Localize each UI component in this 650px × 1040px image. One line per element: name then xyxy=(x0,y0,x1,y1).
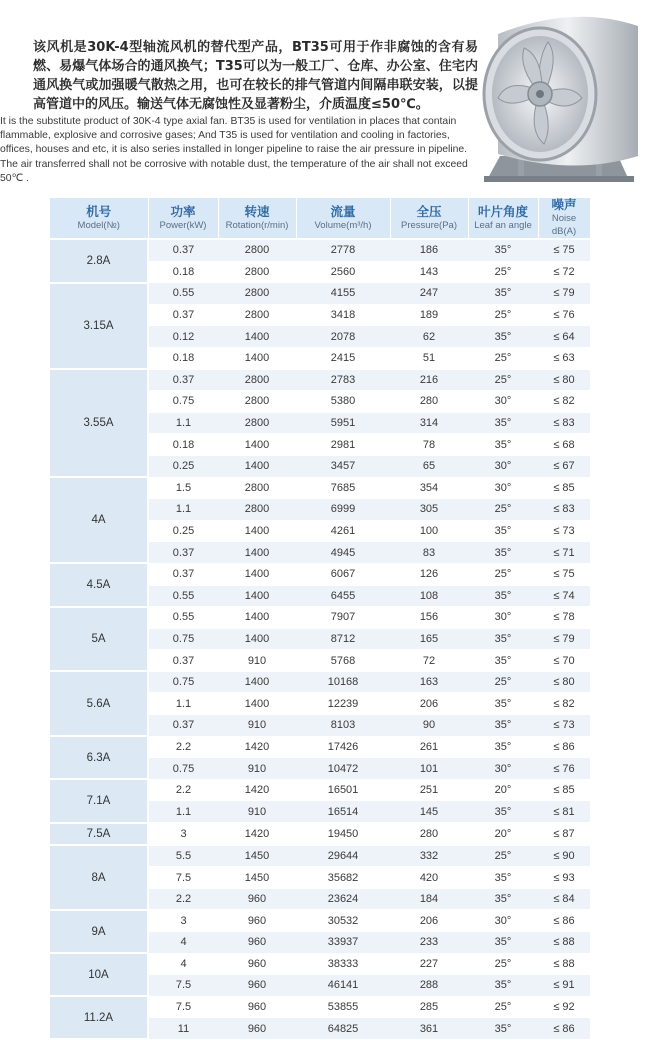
pressure-cell: 83 xyxy=(390,542,468,564)
model-cell: 3.15A xyxy=(50,283,148,369)
model-cell: 2.8A xyxy=(50,239,148,283)
rotation-cell: 1420 xyxy=(218,823,296,846)
pressure-cell: 285 xyxy=(390,996,468,1018)
rotation-cell: 1400 xyxy=(218,563,296,585)
noise-cell: ≤ 85 xyxy=(538,779,590,801)
leaf-angle-cell: 30° xyxy=(468,910,538,932)
power-cell: 0.75 xyxy=(148,671,218,693)
noise-cell: ≤ 75 xyxy=(538,239,590,261)
rotation-cell: 1400 xyxy=(218,542,296,564)
model-cell: 7.1A xyxy=(50,779,148,822)
pressure-cell: 251 xyxy=(390,779,468,801)
leaf-angle-cell: 25° xyxy=(468,261,538,283)
volume-cell: 53855 xyxy=(296,996,390,1018)
rotation-cell: 2800 xyxy=(218,499,296,521)
model-cell: 5.6A xyxy=(50,671,148,736)
pressure-cell: 247 xyxy=(390,283,468,305)
rotation-cell: 910 xyxy=(218,650,296,672)
noise-cell: ≤ 80 xyxy=(538,369,590,391)
column-header xyxy=(538,198,590,239)
rotation-cell: 960 xyxy=(218,888,296,910)
table-row xyxy=(50,477,590,499)
pressure-cell: 420 xyxy=(390,867,468,889)
pressure-cell: 354 xyxy=(390,477,468,499)
column-header-zh: 噪声 xyxy=(551,197,577,212)
table-body xyxy=(50,239,590,1039)
leaf-angle-cell: 25° xyxy=(468,499,538,521)
pressure-cell: 280 xyxy=(390,823,468,846)
model-cell: 6.3A xyxy=(50,736,148,779)
pressure-cell: 143 xyxy=(390,261,468,283)
noise-cell: ≤ 76 xyxy=(538,758,590,780)
volume-cell: 10168 xyxy=(296,671,390,693)
power-cell: 0.37 xyxy=(148,369,218,391)
rotation-cell: 1450 xyxy=(218,845,296,867)
power-cell: 11 xyxy=(148,1018,218,1040)
volume-cell: 5951 xyxy=(296,412,390,434)
power-cell: 4 xyxy=(148,932,218,954)
leaf-angle-cell: 25° xyxy=(468,563,538,585)
model-cell: 7.5A xyxy=(50,823,148,846)
power-cell: 0.18 xyxy=(148,347,218,369)
rotation-cell: 1400 xyxy=(218,455,296,477)
pressure-cell: 206 xyxy=(390,693,468,715)
rotation-cell: 2800 xyxy=(218,239,296,261)
volume-cell: 5380 xyxy=(296,391,390,413)
leaf-angle-cell: 25° xyxy=(468,996,538,1018)
column-header-en: Pressure(Pa) xyxy=(401,219,457,231)
rotation-cell: 2800 xyxy=(218,261,296,283)
leaf-angle-cell: 25° xyxy=(468,953,538,975)
rotation-cell: 960 xyxy=(218,996,296,1018)
volume-cell: 2560 xyxy=(296,261,390,283)
pressure-cell: 186 xyxy=(390,239,468,261)
pressure-cell: 206 xyxy=(390,910,468,932)
pressure-cell: 62 xyxy=(390,326,468,348)
power-cell: 7.5 xyxy=(148,867,218,889)
noise-cell: ≤ 73 xyxy=(538,520,590,542)
noise-cell: ≤ 74 xyxy=(538,585,590,607)
table-row xyxy=(50,823,590,846)
pressure-cell: 361 xyxy=(390,1018,468,1040)
rotation-cell: 1450 xyxy=(218,867,296,889)
pressure-cell: 165 xyxy=(390,628,468,650)
column-header-zh: 流量 xyxy=(330,203,356,219)
noise-cell: ≤ 87 xyxy=(538,823,590,846)
leaf-angle-cell: 30° xyxy=(468,607,538,629)
leaf-angle-cell: 35° xyxy=(468,542,538,564)
fan-spec-table xyxy=(50,198,591,1040)
rotation-cell: 1400 xyxy=(218,585,296,607)
pressure-cell: 233 xyxy=(390,932,468,954)
pressure-cell: 261 xyxy=(390,736,468,758)
column-header-en: Noise dB(A) xyxy=(551,213,577,237)
pressure-cell: 314 xyxy=(390,412,468,434)
leaf-angle-cell: 35° xyxy=(468,434,538,456)
volume-cell: 7685 xyxy=(296,477,390,499)
power-cell: 0.37 xyxy=(148,239,218,261)
pressure-cell: 51 xyxy=(390,347,468,369)
power-cell: 2.2 xyxy=(148,736,218,758)
model-cell: 4A xyxy=(50,477,148,563)
leaf-angle-cell: 35° xyxy=(468,736,538,758)
rotation-cell: 2800 xyxy=(218,369,296,391)
column-header xyxy=(50,198,148,239)
pressure-cell: 101 xyxy=(390,758,468,780)
pressure-cell: 280 xyxy=(390,391,468,413)
pressure-cell: 72 xyxy=(390,650,468,672)
power-cell: 0.37 xyxy=(148,715,218,737)
power-cell: 0.75 xyxy=(148,628,218,650)
leaf-angle-cell: 35° xyxy=(468,867,538,889)
rotation-cell: 960 xyxy=(218,1018,296,1040)
volume-cell: 10472 xyxy=(296,758,390,780)
noise-cell: ≤ 79 xyxy=(538,628,590,650)
power-cell: 1.1 xyxy=(148,499,218,521)
noise-cell: ≤ 91 xyxy=(538,975,590,997)
volume-cell: 8103 xyxy=(296,715,390,737)
column-header xyxy=(296,198,390,239)
rotation-cell: 1400 xyxy=(218,326,296,348)
rotation-cell: 1400 xyxy=(218,347,296,369)
pressure-cell: 227 xyxy=(390,953,468,975)
table-row xyxy=(50,953,590,975)
pressure-cell: 189 xyxy=(390,304,468,326)
volume-cell: 64825 xyxy=(296,1018,390,1040)
leaf-angle-cell: 30° xyxy=(468,391,538,413)
volume-cell: 2778 xyxy=(296,239,390,261)
column-header-en: Rotation(r/min) xyxy=(225,219,289,231)
noise-cell: ≤ 67 xyxy=(538,455,590,477)
leaf-angle-cell: 35° xyxy=(468,239,538,261)
model-cell: 9A xyxy=(50,910,148,953)
rotation-cell: 960 xyxy=(218,975,296,997)
pressure-cell: 65 xyxy=(390,455,468,477)
rotation-cell: 1420 xyxy=(218,779,296,801)
noise-cell: ≤ 70 xyxy=(538,650,590,672)
leaf-angle-cell: 25° xyxy=(468,369,538,391)
leaf-angle-cell: 35° xyxy=(468,520,538,542)
volume-cell: 4155 xyxy=(296,283,390,305)
power-cell: 3 xyxy=(148,823,218,846)
volume-cell: 29644 xyxy=(296,845,390,867)
pressure-cell: 126 xyxy=(390,563,468,585)
pressure-cell: 78 xyxy=(390,434,468,456)
rotation-cell: 910 xyxy=(218,715,296,737)
noise-cell: ≤ 72 xyxy=(538,261,590,283)
table-row xyxy=(50,996,590,1018)
rotation-cell: 1400 xyxy=(218,434,296,456)
rotation-cell: 1400 xyxy=(218,607,296,629)
leaf-angle-cell: 35° xyxy=(468,715,538,737)
table-row xyxy=(50,283,590,305)
rotation-cell: 910 xyxy=(218,758,296,780)
leaf-angle-cell: 35° xyxy=(468,693,538,715)
leaf-angle-cell: 35° xyxy=(468,412,538,434)
noise-cell: ≤ 81 xyxy=(538,801,590,823)
volume-cell: 3418 xyxy=(296,304,390,326)
column-header xyxy=(468,198,538,239)
noise-cell: ≤ 92 xyxy=(538,996,590,1018)
rotation-cell: 2800 xyxy=(218,477,296,499)
rotation-cell: 960 xyxy=(218,932,296,954)
power-cell: 0.37 xyxy=(148,650,218,672)
pressure-cell: 288 xyxy=(390,975,468,997)
noise-cell: ≤ 86 xyxy=(538,1018,590,1040)
leaf-angle-cell: 35° xyxy=(468,801,538,823)
noise-cell: ≤ 88 xyxy=(538,932,590,954)
leaf-angle-cell: 35° xyxy=(468,628,538,650)
pressure-cell: 100 xyxy=(390,520,468,542)
noise-cell: ≤ 68 xyxy=(538,434,590,456)
power-cell: 0.37 xyxy=(148,542,218,564)
volume-cell: 2415 xyxy=(296,347,390,369)
power-cell: 5.5 xyxy=(148,845,218,867)
power-cell: 0.55 xyxy=(148,607,218,629)
rotation-cell: 1400 xyxy=(218,693,296,715)
volume-cell: 23624 xyxy=(296,888,390,910)
noise-cell: ≤ 78 xyxy=(538,607,590,629)
volume-cell: 33937 xyxy=(296,932,390,954)
noise-cell: ≤ 83 xyxy=(538,412,590,434)
table-row xyxy=(50,563,590,585)
noise-cell: ≤ 84 xyxy=(538,888,590,910)
power-cell: 0.75 xyxy=(148,391,218,413)
leaf-angle-cell: 35° xyxy=(468,283,538,305)
leaf-angle-cell: 20° xyxy=(468,779,538,801)
power-cell: 7.5 xyxy=(148,996,218,1018)
table-row xyxy=(50,369,590,391)
model-cell: 3.55A xyxy=(50,369,148,477)
power-cell: 1.1 xyxy=(148,801,218,823)
pressure-cell: 216 xyxy=(390,369,468,391)
noise-cell: ≤ 86 xyxy=(538,910,590,932)
pressure-cell: 332 xyxy=(390,845,468,867)
volume-cell: 7907 xyxy=(296,607,390,629)
power-cell: 0.18 xyxy=(148,434,218,456)
volume-cell: 2981 xyxy=(296,434,390,456)
leaf-angle-cell: 35° xyxy=(468,932,538,954)
pressure-cell: 184 xyxy=(390,888,468,910)
leaf-angle-cell: 25° xyxy=(468,347,538,369)
table-row xyxy=(50,736,590,758)
model-cell: 10A xyxy=(50,953,148,996)
power-cell: 1.5 xyxy=(148,477,218,499)
leaf-angle-cell: 25° xyxy=(468,845,538,867)
column-header-zh: 功率 xyxy=(170,203,196,219)
pressure-cell: 305 xyxy=(390,499,468,521)
noise-cell: ≤ 79 xyxy=(538,283,590,305)
power-cell: 2.2 xyxy=(148,888,218,910)
noise-cell: ≤ 93 xyxy=(538,867,590,889)
power-cell: 0.25 xyxy=(148,520,218,542)
model-cell: 11.2A xyxy=(50,996,148,1039)
volume-cell: 4945 xyxy=(296,542,390,564)
volume-cell: 6999 xyxy=(296,499,390,521)
power-cell: 7.5 xyxy=(148,975,218,997)
leaf-angle-cell: 35° xyxy=(468,975,538,997)
table-row xyxy=(50,910,590,932)
power-cell: 0.37 xyxy=(148,304,218,326)
volume-cell: 3457 xyxy=(296,455,390,477)
leaf-angle-cell: 25° xyxy=(468,304,538,326)
volume-cell: 6067 xyxy=(296,563,390,585)
rotation-cell: 2800 xyxy=(218,412,296,434)
volume-cell: 38333 xyxy=(296,953,390,975)
power-cell: 0.75 xyxy=(148,758,218,780)
volume-cell: 16514 xyxy=(296,801,390,823)
power-cell: 0.18 xyxy=(148,261,218,283)
power-cell: 0.55 xyxy=(148,283,218,305)
volume-cell: 4261 xyxy=(296,520,390,542)
leaf-angle-cell: 35° xyxy=(468,1018,538,1040)
power-cell: 4 xyxy=(148,953,218,975)
model-cell: 4.5A xyxy=(50,563,148,606)
power-cell: 3 xyxy=(148,910,218,932)
column-header-zh: 全压 xyxy=(416,203,442,219)
leaf-angle-cell: 30° xyxy=(468,758,538,780)
rotation-cell: 2800 xyxy=(218,283,296,305)
leaf-angle-cell: 35° xyxy=(468,326,538,348)
pressure-cell: 156 xyxy=(390,607,468,629)
table-row xyxy=(50,845,590,867)
volume-cell: 12239 xyxy=(296,693,390,715)
power-cell: 1.1 xyxy=(148,412,218,434)
column-header-en: Volume(m³/h) xyxy=(314,219,372,231)
rotation-cell: 2800 xyxy=(218,391,296,413)
column-header xyxy=(218,198,296,239)
rotation-cell: 1400 xyxy=(218,671,296,693)
rotation-cell: 1400 xyxy=(218,520,296,542)
noise-cell: ≤ 83 xyxy=(538,499,590,521)
leaf-angle-cell: 35° xyxy=(468,888,538,910)
leaf-angle-cell: 20° xyxy=(468,823,538,846)
power-cell: 2.2 xyxy=(148,779,218,801)
leaf-angle-cell: 30° xyxy=(468,477,538,499)
volume-cell: 19450 xyxy=(296,823,390,846)
rotation-cell: 2800 xyxy=(218,304,296,326)
power-cell: 1.1 xyxy=(148,693,218,715)
noise-cell: ≤ 85 xyxy=(538,477,590,499)
table-row xyxy=(50,779,590,801)
volume-cell: 46141 xyxy=(296,975,390,997)
power-cell: 0.55 xyxy=(148,585,218,607)
volume-cell: 17426 xyxy=(296,736,390,758)
model-cell: 8A xyxy=(50,845,148,910)
intro-chinese: 该风机是30K-4型轴流风机的替代型产品，BT35可用于作非腐蚀的含有易燃、易爆气体场合的通风换气；T35可以为一般工厂、仓库、办公室、住宅内通风换气或加强暖气散热之用，也可在较长的排气管道内间隔串联安装，以提高管道中的风压。输送气体无腐蚀性及显著粉尘，介质温度≤50℃。 xyxy=(33,40,478,112)
noise-cell: ≤ 86 xyxy=(538,736,590,758)
column-header-en: Model(№) xyxy=(77,219,120,231)
power-cell: 0.12 xyxy=(148,326,218,348)
noise-cell: ≤ 82 xyxy=(538,693,590,715)
column-header-zh: 机号 xyxy=(86,203,112,219)
table-header-row xyxy=(50,198,590,239)
leaf-angle-cell: 25° xyxy=(468,671,538,693)
pressure-cell: 90 xyxy=(390,715,468,737)
table-row xyxy=(50,671,590,693)
volume-cell: 2783 xyxy=(296,369,390,391)
leaf-angle-cell: 35° xyxy=(468,585,538,607)
rotation-cell: 960 xyxy=(218,910,296,932)
pressure-cell: 163 xyxy=(390,671,468,693)
volume-cell: 16501 xyxy=(296,779,390,801)
column-header-zh: 转速 xyxy=(244,203,270,219)
noise-cell: ≤ 80 xyxy=(538,671,590,693)
column-header-en: Power(kW) xyxy=(159,219,207,231)
rotation-cell: 1400 xyxy=(218,628,296,650)
noise-cell: ≤ 71 xyxy=(538,542,590,564)
table-row xyxy=(50,607,590,629)
pressure-cell: 145 xyxy=(390,801,468,823)
volume-cell: 5768 xyxy=(296,650,390,672)
power-cell: 0.37 xyxy=(148,563,218,585)
column-header-en: Leaf an angle xyxy=(474,219,532,231)
pressure-cell: 108 xyxy=(390,585,468,607)
volume-cell: 35682 xyxy=(296,867,390,889)
column-header xyxy=(148,198,218,239)
column-header-zh: 叶片角度 xyxy=(477,203,528,219)
table-row xyxy=(50,239,590,261)
noise-cell: ≤ 82 xyxy=(538,391,590,413)
axial-fan-image xyxy=(478,6,650,194)
model-cell: 5A xyxy=(50,607,148,672)
noise-cell: ≤ 64 xyxy=(538,326,590,348)
rotation-cell: 910 xyxy=(218,801,296,823)
noise-cell: ≤ 75 xyxy=(538,563,590,585)
volume-cell: 2078 xyxy=(296,326,390,348)
noise-cell: ≤ 90 xyxy=(538,845,590,867)
column-header xyxy=(390,198,468,239)
leaf-angle-cell: 30° xyxy=(468,455,538,477)
noise-cell: ≤ 63 xyxy=(538,347,590,369)
leaf-angle-cell: 35° xyxy=(468,650,538,672)
rotation-cell: 1420 xyxy=(218,736,296,758)
volume-cell: 6455 xyxy=(296,585,390,607)
power-cell: 0.25 xyxy=(148,455,218,477)
rotation-cell: 960 xyxy=(218,953,296,975)
volume-cell: 8712 xyxy=(296,628,390,650)
noise-cell: ≤ 88 xyxy=(538,953,590,975)
noise-cell: ≤ 73 xyxy=(538,715,590,737)
noise-cell: ≤ 76 xyxy=(538,304,590,326)
intro-english: It is the substitute product of 30K-4 type axial fan. BT35 is used for ventilation in places that contain flammable, explosive and corrosive gases; And T35 is used for ventilation and cooling in factories, offices, houses and etc, it is also series installed in longer pipeline to raise the air pressure in pipeline. The air transferred shall not be corrosive with notable dust, the temperature of the air shall not exceed 50℃ . xyxy=(0,116,468,184)
volume-cell: 30532 xyxy=(296,910,390,932)
